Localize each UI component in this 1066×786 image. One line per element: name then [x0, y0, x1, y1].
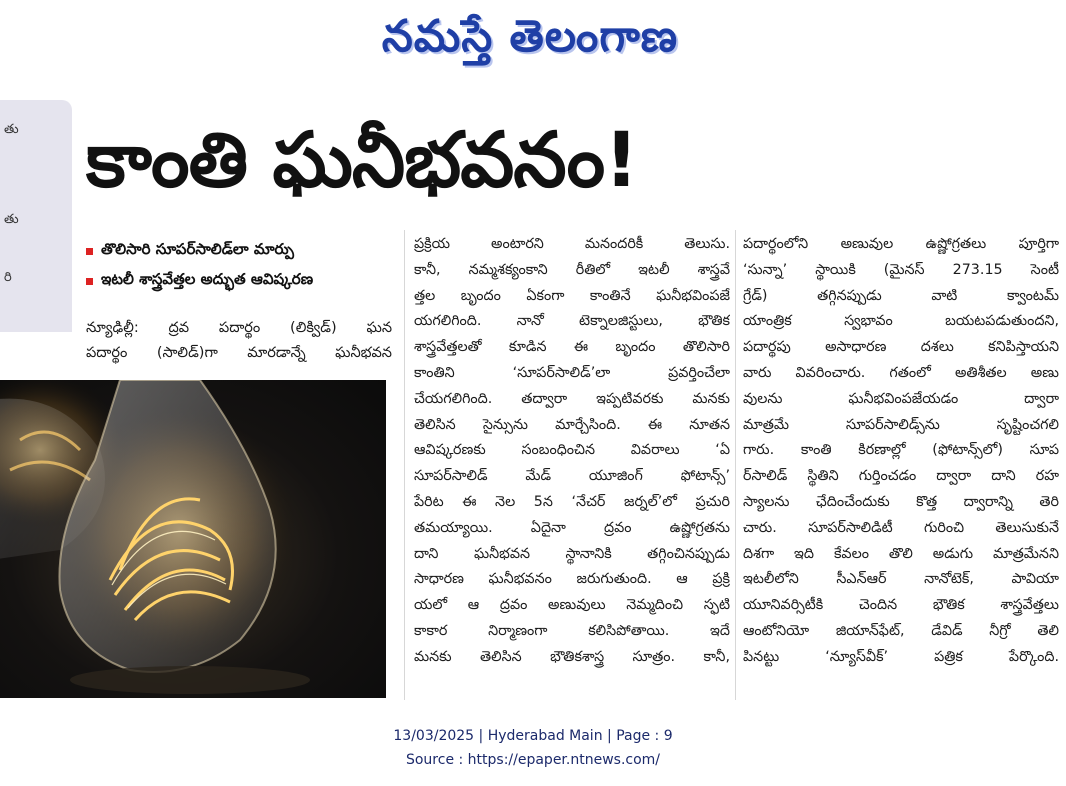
bullet-square-icon: [86, 278, 93, 285]
article-line: యాంత్రిక స్వభావం బయటపడుతుందని,: [743, 313, 1059, 330]
article-line: ప్రక్రియ అంటారని మనందరికీ తెలుసు.: [414, 236, 730, 252]
article-line: పదార్థపు అసాధారణ దశలు కనిపిస్తాయని: [743, 339, 1059, 356]
article-line: మనకు తెలిసిన భౌతికశాస్త్ర సూత్రం. కానీ,: [414, 648, 730, 665]
article-line: కానీ, నమ్మశక్యంకాని రీతిలో ఇటలీ శాస్త్రవే: [414, 261, 730, 278]
edition-info: 13/03/2025 | Hyderabad Main | Page : 9: [393, 728, 673, 744]
article-line: ఆంటోనియో జియాన్‌ఫేట్, డేవిడ్ నీగ్రో తెలి: [743, 622, 1059, 639]
article-line: పేరిట ఈ నెల 5న ‘నేచర్ జర్నల్’లో ప్రచురి: [414, 493, 730, 510]
article-line: గారు. కాంతి కిరణాల్లో (ఫోటాన్స్‌లో) సూప: [743, 442, 1059, 459]
side-fragment: రి: [4, 270, 12, 285]
lead-line: పదార్థం (సాలిడ్)గా మారడాన్నే ఘనీభవన: [86, 345, 392, 361]
article-line: కాకార నిర్మాణంగా కలిసిపోతాయి. ఇదే: [414, 622, 730, 639]
article-line: వారు వివరించారు. గతంలో అతిశీతల అణు: [743, 364, 1059, 381]
article-line: స్యాలను ఛేదించేందుకు కొత్త ద్వారాన్ని తెరి: [743, 493, 1059, 510]
article-line: చారు. సూపర్‌సాలిడిటీ గురించి తెలుసుకునే: [743, 519, 1059, 536]
side-fragment: తు: [4, 122, 19, 137]
article-line: త్తల బృందం ఏకంగా కాంతినే ఘనీభవింపజే: [414, 287, 730, 304]
article-headline: కాంతి ఘనీభవనం!: [86, 115, 638, 204]
article-line: కాంతిని ‘సూపర్‌సాలిడ్’లా ప్రవర్తించేలా: [414, 364, 730, 381]
article-column-2: [743, 232, 1059, 671]
subheadline-text: తొలిసారి సూపర్‌సాలిడ్‌లా మార్పు: [101, 240, 295, 258]
subheadline-item: [86, 266, 396, 296]
article-line: దిశగా ఇది కేవలం తొలి అడుగు మాత్రమేనని: [743, 545, 1059, 562]
masthead-logo: నమస్తే తెలంగాణ: [381, 11, 679, 62]
column-divider: [735, 230, 736, 700]
article-line: సాధారణ ఘనీభవనం జరుగుతుంది. ఆ ప్రక్రి: [414, 571, 730, 588]
article-column-1: [414, 232, 730, 671]
light-bulb-icon: [0, 380, 386, 698]
article-line: పదార్థంలోని అణువుల ఉష్ణోగ్రతలు పూర్తిగా: [743, 236, 1059, 252]
article-line: దాని ఘనీభవన స్థానానికి తగ్గించినప్పుడు: [414, 545, 730, 562]
article-line: పినట్టు ‘న్యూస్‌వీక్’ పత్రిక పేర్కొంది.: [743, 648, 1059, 665]
subheadline-text: ఇటలీ శాస్త్రవేత్తల అద్భుత ఆవిష్కరణ: [101, 270, 314, 288]
lead-line: న్యూఢిల్లీ: ద్రవ పదార్థం (లిక్విడ్) ఘన: [86, 320, 392, 336]
adjacent-article-strip: [0, 100, 72, 332]
bullet-square-icon: [86, 248, 93, 255]
article-line: యగలిగింది. నానో టెక్నాలజిస్టులు, భౌతిక: [414, 313, 730, 330]
page-footer: [0, 724, 1066, 772]
article-line: యలో ఆ ద్రవం అణువులు నెమ్మదించి స్ఫటి: [414, 597, 730, 614]
source-link: Source : https://epaper.ntnews.com/: [405, 752, 661, 768]
article-line: సూపర్‌సాలిడ్ మేడ్ యూజింగ్ ఫోటాన్స్’: [414, 468, 730, 485]
article-line: ర్‌సాలిడ్ స్థితిని గుర్తించడం ద్వారా దాని రహ: [743, 468, 1059, 485]
article-line: తెలిసిన సైన్సును మార్చేసింది. ఈ నూతన: [414, 416, 730, 433]
article-line: వులను ఘనీభవింపజేయడం ద్వారా: [743, 390, 1059, 407]
side-fragment: తు: [4, 212, 19, 227]
article-line: ఆవిష్కరణకు సంబంధించిన వివరాలు ‘ఏ: [414, 442, 730, 459]
article-line: తమయ్యాయి. ఏదైనా ద్రవం ఉష్ణోగ్రతను: [414, 519, 730, 536]
article-line: మాత్రమే సూపర్‌సాలిడ్స్‌ను సృష్టించగలి: [743, 416, 1059, 433]
light-bulb-photo: [0, 380, 386, 698]
article-line: గ్రేడ్) తగ్గినప్పుడు వాటి క్వాంటమ్: [743, 287, 1059, 304]
article-line: ‘సున్నా’ స్థాయికి (మైనస్ 273.15 సెంటీ: [743, 261, 1059, 278]
column-divider: [404, 230, 405, 700]
lead-paragraph: [86, 316, 392, 366]
article-line: యూనివర్సిటీకి చెందిన భౌతిక శాస్త్రవేత్తలు: [743, 597, 1059, 614]
subheadline-list: [86, 236, 396, 296]
article-line: శాస్త్రవేత్తలతో కూడిన ఈ బృందం తొలిసారి: [414, 339, 730, 356]
subheadline-item: [86, 236, 396, 266]
article-line: చేయగలిగింది. తద్వారా ఇప్పటివరకు మనకు: [414, 390, 730, 407]
article-line: ఇటలీలోని సీఎన్ఆర్ నానోటెక్, పావియా: [743, 571, 1059, 588]
